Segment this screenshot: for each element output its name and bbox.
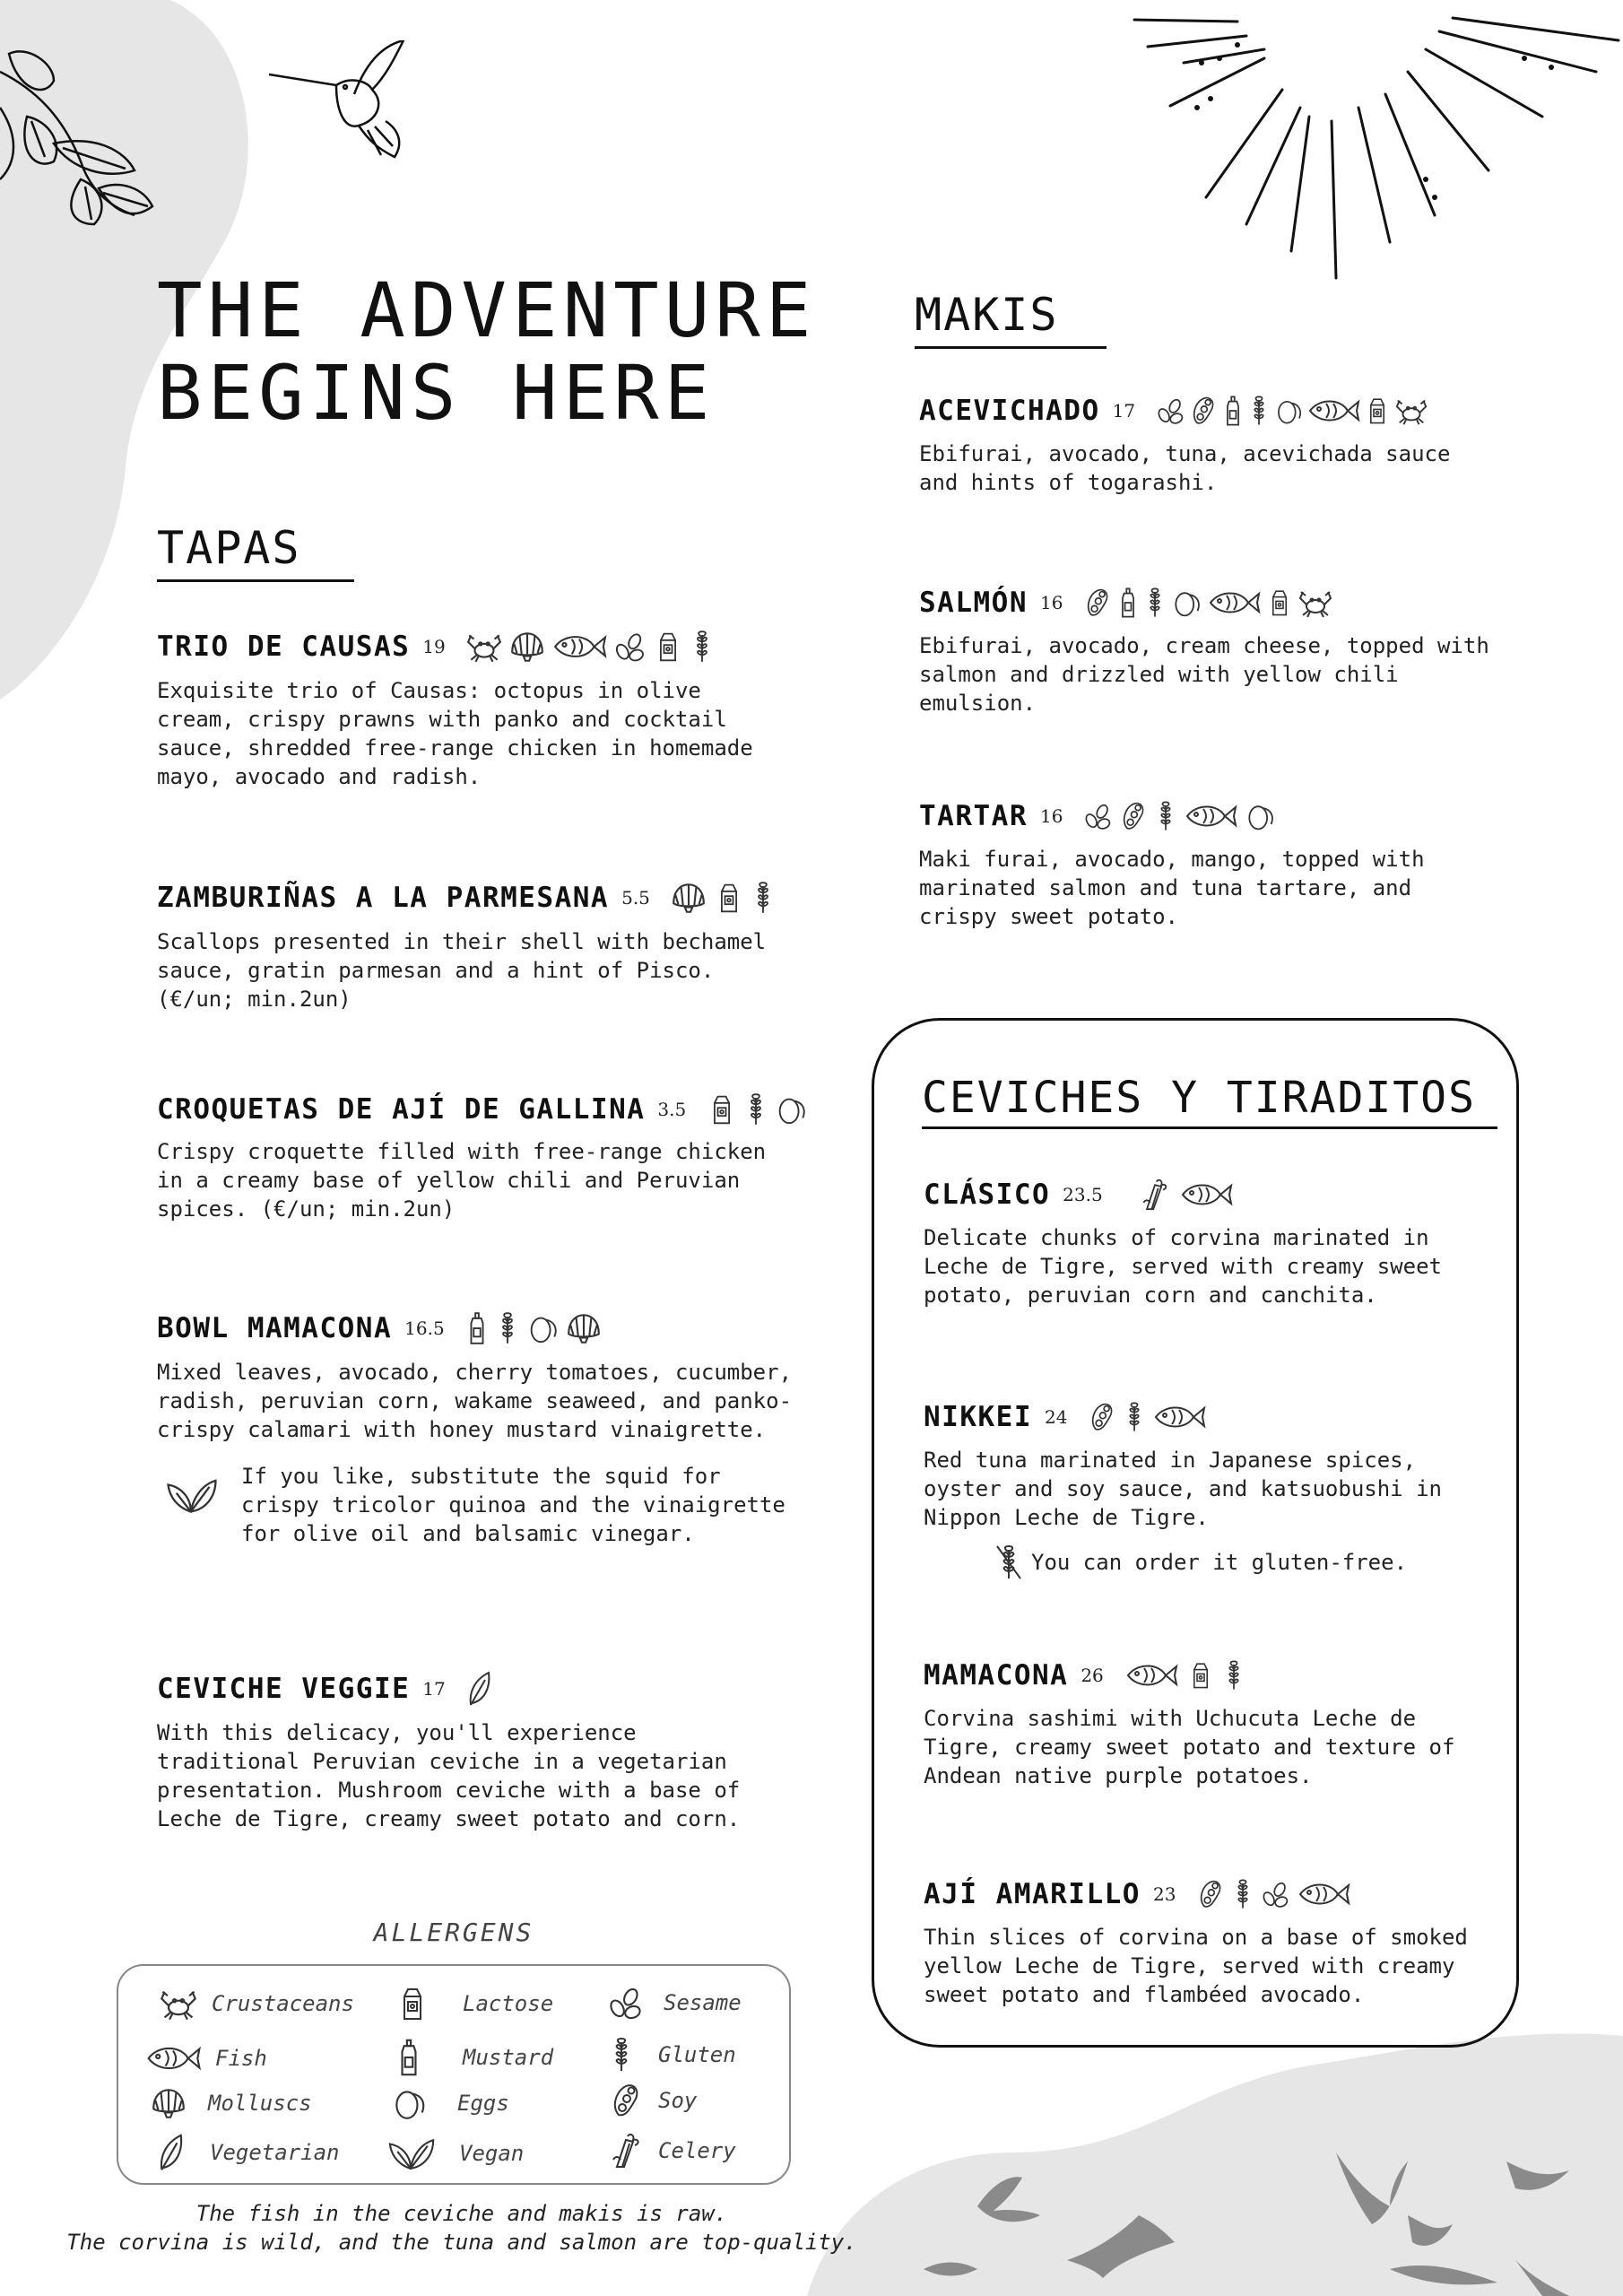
fish-icon	[1206, 585, 1262, 621]
menu-item-zamburinas	[157, 879, 785, 1013]
egg-icon	[1170, 587, 1202, 619]
fish-icon	[1306, 393, 1360, 429]
soy-icon	[1195, 1877, 1226, 1911]
shell-icon	[565, 1309, 603, 1347]
legend-vegan	[386, 2135, 524, 2172]
page-title-line-2: BEGINS HERE	[157, 349, 716, 437]
celery-icon	[1139, 1177, 1171, 1213]
fish-icon	[1183, 798, 1238, 834]
menu-item-croquetas	[157, 1092, 785, 1223]
milk-carton-icon	[706, 1092, 738, 1126]
shell-icon	[508, 628, 546, 665]
legend-label: Vegetarian	[210, 2140, 340, 2165]
dish-description: Thin slices of corvina on a base of smoked yellow Leche de Tigre, served with creamy sweet potato and flambéed avocado.	[924, 1925, 1468, 2007]
vegan-leaves-icon	[386, 2135, 438, 2172]
dish-price: 16	[1039, 805, 1063, 827]
legend-label: Eggs	[457, 2091, 509, 2116]
legend-lactose	[395, 1984, 553, 2023]
dish-name: BOWL MAMACONA	[157, 1312, 393, 1344]
dish-description: Maki furai, avocado, mango, topped with marinated salmon and tuna tartare, and crispy sweet potato.	[919, 847, 1425, 929]
dish-price: 17	[422, 1678, 446, 1700]
legend-label: Sesame	[664, 1990, 742, 2015]
dish-price: 23.5	[1063, 1184, 1103, 1205]
soy-icon	[1118, 799, 1149, 833]
allergen-icons	[1087, 1399, 1207, 1435]
dish-description: Red tuna marinated in Japanese spices, oyster and soy sauce, and katsuobushi in Nippon Leche de Tigre.	[924, 1448, 1442, 1530]
wheat-icon	[743, 1092, 768, 1126]
menu-item-salmon	[919, 585, 1493, 718]
dish-description: Ebifurai, avocado, tuna, acevichada sauce and hints of togarashi.	[919, 441, 1451, 495]
shell-icon	[147, 2084, 190, 2122]
legend-label: Crustaceans	[212, 1991, 354, 2016]
sesame-icon	[1155, 395, 1185, 427]
menu-item-bowl-mamacona	[157, 1309, 803, 1548]
fish-icon	[1178, 1177, 1234, 1213]
tapas-heading: TAPAS	[157, 522, 354, 582]
wheat-icon	[751, 881, 776, 915]
dish-price: 16	[1039, 592, 1063, 613]
sesame-icon	[1260, 1878, 1290, 1910]
wheat-icon	[608, 2036, 635, 2074]
dish-price: 3.5	[657, 1099, 687, 1120]
page-title-line-1: THE ADVENTURE	[157, 266, 817, 354]
allergen-icons	[1195, 1876, 1351, 1912]
dish-name: ZAMBURIÑAS A LA PARMESANA	[157, 882, 610, 914]
makis-heading: MAKIS	[915, 289, 1107, 349]
egg-icon	[389, 2084, 429, 2122]
sun-rays-illustration	[1130, 9, 1623, 287]
egg-icon	[1244, 800, 1276, 832]
allergen-icons	[465, 1670, 492, 1708]
vegan-leaves-icon	[166, 1474, 218, 1516]
dish-price: 5.5	[621, 887, 650, 909]
legend-label: Celery	[658, 2138, 736, 2163]
milk-carton-icon	[1186, 1659, 1215, 1692]
dish-name: MAMACONA	[924, 1659, 1069, 1692]
mustard-bottle-icon	[464, 1309, 490, 1347]
allergen-icons	[1155, 393, 1428, 429]
disclaimer-line-1: The fish in the ceviche and makis is raw.	[195, 2201, 728, 2226]
sesame-icon	[1082, 800, 1113, 832]
legend-molluscs	[147, 2084, 312, 2122]
legend-label: Lactose	[463, 1991, 554, 2016]
allergen-icons	[670, 879, 776, 917]
dish-price: 24	[1044, 1406, 1068, 1428]
soy-icon	[1082, 586, 1113, 620]
legend-label: Molluscs	[208, 2091, 312, 2116]
allergen-icons	[1139, 1177, 1234, 1213]
legend-soy	[608, 2081, 697, 2120]
fish-icon	[551, 628, 607, 665]
dish-description: Scallops presented in their shell with bechamel sauce, gratin parmesan and a hint of Pisco. (€/un; min.2un)	[157, 929, 767, 1012]
egg-icon	[1273, 395, 1304, 427]
wheat-icon	[1222, 1659, 1245, 1692]
disclaimer-line-2: The corvina is wild, and the tuna and salmon are top-quality.	[66, 2230, 857, 2255]
dish-name: CLÁSICO	[924, 1178, 1051, 1211]
legend-sesame	[606, 1984, 742, 2022]
dish-price: 19	[422, 636, 446, 657]
milk-carton-icon	[652, 630, 684, 664]
raw-fish-disclaimer	[0, 2199, 924, 2257]
legend-fish	[143, 2039, 267, 2077]
dish-price: 17	[1112, 400, 1136, 422]
substitution-note-text: If you like, substitute the squid for crispy tricolor quinoa and the vinaigrette for olive oil and balsamic vinegar.	[241, 1464, 785, 1546]
legend-vegetarian	[156, 2133, 340, 2172]
legend-crustaceans	[158, 1984, 354, 2023]
legend-label: Fish	[215, 2046, 267, 2071]
legend-eggs	[389, 2084, 509, 2122]
hummingbird-illustration	[269, 40, 448, 166]
crab-icon	[1394, 394, 1428, 428]
allergen-icons	[1082, 798, 1276, 834]
legend-label: Vegan	[459, 2141, 525, 2166]
sesame-icon	[606, 1984, 644, 2022]
substitution-note	[157, 1462, 803, 1548]
fish-icon	[1296, 1876, 1351, 1912]
dish-name: AJÍ AMARILLO	[924, 1878, 1141, 1910]
milk-carton-icon	[1265, 587, 1294, 619]
dish-name: SALMÓN	[919, 587, 1028, 619]
vegetarian-leaf-icon	[465, 1670, 492, 1708]
milk-carton-icon	[395, 1984, 430, 2023]
menu-item-ceviche-veggie	[157, 1670, 785, 1833]
gluten-free-note	[995, 1544, 1488, 1580]
wheat-icon	[1247, 395, 1271, 427]
wheat-icon	[1143, 587, 1167, 619]
wheat-icon	[690, 630, 715, 664]
shell-icon	[670, 879, 707, 917]
milk-carton-icon	[713, 881, 745, 915]
wheat-icon	[1123, 1401, 1146, 1433]
soy-icon	[608, 2081, 644, 2120]
legend-label: Soy	[658, 2088, 698, 2113]
fish-icon	[1151, 1399, 1207, 1435]
dish-name: TRIO DE CAUSAS	[157, 631, 411, 663]
dish-name: CEVICHE VEGGIE	[157, 1673, 411, 1705]
allergen-icons	[465, 628, 715, 665]
egg-icon	[774, 1092, 808, 1126]
allergen-icons	[1124, 1657, 1245, 1693]
mustard-bottle-icon	[1116, 585, 1140, 621]
menu-item-clasico	[924, 1177, 1488, 1309]
legend-mustard	[395, 2036, 553, 2079]
fish-icon	[143, 2039, 203, 2077]
allergen-icons	[1082, 585, 1333, 621]
legend-celery	[608, 2131, 736, 2170]
menu-item-nikkei	[924, 1399, 1488, 1580]
soy-icon	[1087, 1400, 1117, 1434]
wheat-icon	[495, 1311, 520, 1345]
dish-name: NIKKEI	[924, 1401, 1032, 1433]
flying-birds-illustration	[888, 2126, 1587, 2296]
gluten-free-icon	[995, 1544, 1022, 1580]
mustard-bottle-icon	[1221, 393, 1245, 429]
allergens-heading: ALLERGENS	[373, 1918, 534, 1947]
dish-description: Exquisite trio of Causas: octopus in olive cream, crispy prawns with panko and cocktail sauce, shredded free-range chicken in homemade mayo, avocado and radish.	[157, 678, 753, 789]
milk-carton-icon	[1363, 395, 1392, 427]
dish-description: Corvina sashimi with Uchucuta Leche de Tigre, creamy sweet potato and texture of Andean native purple potatoes.	[924, 1706, 1455, 1788]
dish-name: CROQUETAS DE AJÍ DE GALLINA	[157, 1093, 646, 1126]
egg-icon	[525, 1311, 560, 1345]
dish-name: ACEVICHADO	[919, 395, 1100, 427]
menu-item-tartar	[919, 798, 1493, 931]
dish-price: 23	[1152, 1883, 1176, 1905]
fish-icon	[1124, 1657, 1179, 1693]
legend-label: Mustard	[463, 2045, 554, 2070]
menu-item-acevichado	[919, 393, 1493, 497]
wheat-icon	[1154, 800, 1177, 832]
legend-label: Gluten	[658, 2042, 736, 2067]
dish-price: 16.5	[404, 1318, 445, 1339]
allergen-icons	[706, 1092, 808, 1126]
legend-gluten	[608, 2036, 736, 2074]
crab-icon	[1298, 585, 1333, 621]
crab-icon	[158, 1984, 199, 2023]
dish-description: Ebifurai, avocado, cream cheese, topped with salmon and drizzled with yellow chili emulsion.	[919, 633, 1489, 716]
dish-name: TARTAR	[919, 800, 1028, 832]
dish-description: With this delicacy, you'll experience traditional Peruvian ceviche in a vegetarian presentation. Mushroom ceviche with a base of Leche de Tigre, creamy sweet potato and corn.	[157, 1720, 741, 1831]
dish-description: Crispy croquette filled with free-range chicken in a creamy base of yellow chili and Peruvian spices. (€/un; min.2un)	[157, 1139, 767, 1222]
sesame-icon	[612, 630, 647, 664]
vegetarian-leaf-icon	[156, 2133, 185, 2172]
page-title	[157, 266, 817, 437]
menu-item-aji-amarillo	[924, 1876, 1497, 2009]
gluten-free-note-text: You can order it gluten-free.	[1031, 1550, 1408, 1575]
dish-description: Delicate chunks of corvina marinated in Leche de Tigre, served with creamy sweet potato, peruvian corn and canchita.	[924, 1225, 1442, 1308]
soy-icon	[1188, 395, 1219, 427]
celery-icon	[608, 2131, 644, 2170]
menu-item-trio-de-causas	[157, 628, 785, 791]
dish-price: 26	[1081, 1665, 1104, 1686]
floral-branch-illustration	[0, 36, 161, 233]
mustard-bottle-icon	[395, 2036, 423, 2079]
allergen-icons	[464, 1309, 603, 1347]
crab-icon	[465, 628, 503, 665]
wheat-icon	[1231, 1878, 1254, 1910]
ceviches-heading: CEVICHES Y TIRADITOS	[922, 1073, 1497, 1129]
menu-item-mamacona	[924, 1657, 1497, 1790]
dish-description: Mixed leaves, avocado, cherry tomatoes, cucumber, radish, peruvian corn, wakame seaweed, and panko-crispy calamari with honey mustard vinaigrette.	[157, 1360, 793, 1442]
